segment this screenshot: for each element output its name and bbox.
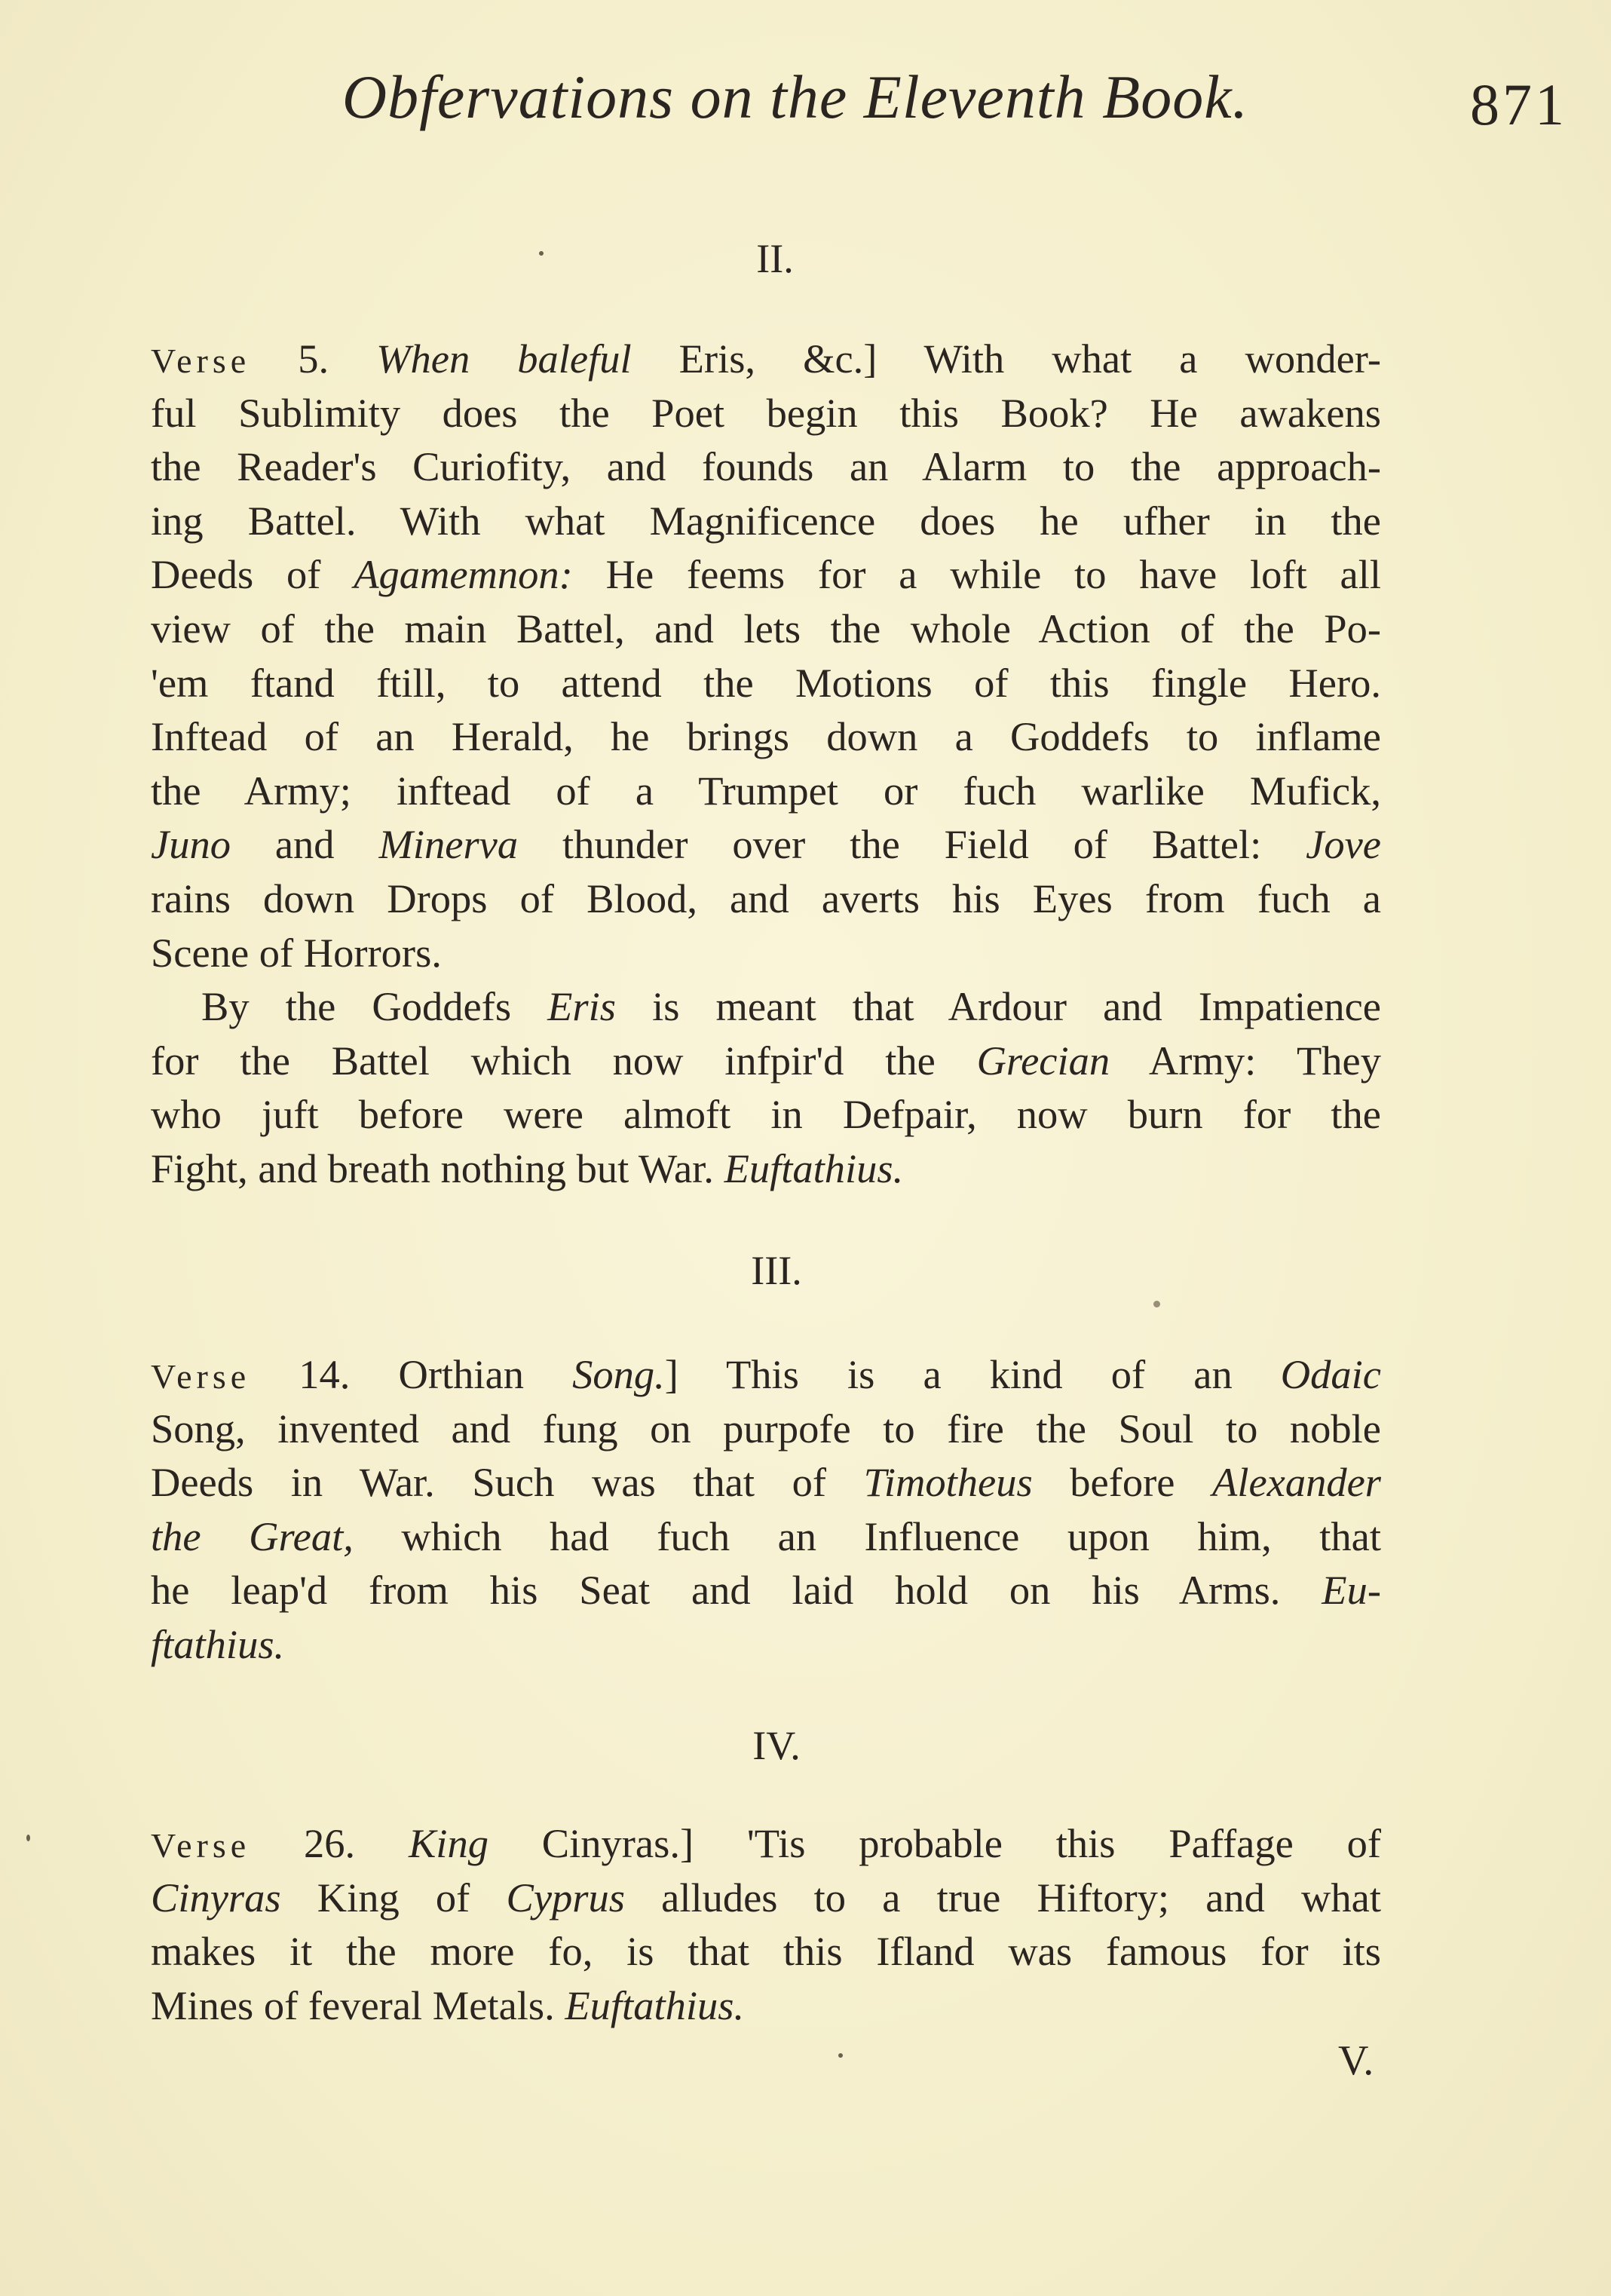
verse-label: Verse (151, 342, 251, 380)
section-number: II. (756, 236, 794, 281)
commentary-paragraph (151, 1347, 1381, 1672)
text-line: the Reader's Curiofity, and founds an Alarm to the approach- (151, 443, 1381, 490)
text-line: ing Battel. With what Magnificence does he ufher in the (151, 497, 1381, 544)
text-line: By the Goddefs Eris is meant that Ardour and Impatience (201, 983, 1381, 1030)
text-line: who juft before were almoft in Defpair, now burn for the (151, 1091, 1381, 1138)
text-line: the Army; inftead of a Trumpet or fuch warlike Mufick, (151, 767, 1381, 814)
text-line: view of the main Battel, and lets the whole Action of the Po- (151, 605, 1381, 651)
text-line: Deeds of Agamemnon: He feems for a while to have loft all (151, 551, 1381, 598)
text-line: Cinyras King of Cyprus alludes to a true Hiftory; and what (151, 1874, 1381, 1920)
verse-label: Verse (151, 1357, 251, 1396)
running-head: Obfervations on the Eleventh Book. (341, 63, 1249, 131)
text-line: Mines of feveral Metals. Euftathius. (151, 1982, 745, 2028)
page-number: 871 (1470, 72, 1567, 137)
commentary-paragraph (151, 1816, 1381, 2032)
section-number: IV. (752, 1723, 801, 1768)
ink-speck (838, 2053, 843, 2058)
text-line: Juno and Minerva thunder over the Field of Battel: Jove (151, 821, 1381, 868)
text-line: 'em ftand ftill, to attend the Motions of this fingle Hero. (151, 659, 1381, 706)
text-line: the Great, which had fuch an Influence upon him, that (151, 1513, 1381, 1559)
text-line: Inftead of an Herald, he brings down a Goddefs to inflame (151, 713, 1381, 760)
verse-label: Verse (151, 1826, 251, 1865)
section-number: III. (751, 1248, 802, 1293)
ink-speck (1153, 1301, 1160, 1307)
commentary-paragraph (151, 332, 1381, 1196)
ink-speck (539, 251, 544, 256)
text-line: ftathius. (151, 1620, 285, 1667)
text-line: Verse 5. When baleful Eris, &c.] With what a wonder- (151, 336, 1381, 382)
text-line: he leap'd from his Seat and laid hold on his Arms. Eu- (151, 1567, 1381, 1614)
text-line: for the Battel which now infpir'd the Grecian Army: They (151, 1037, 1381, 1084)
text-line: rains down Drops of Blood, and averts his Eyes from fuch a (151, 875, 1381, 921)
text-line: ful Sublimity does the Poet begin this Book? He awakens (151, 389, 1381, 436)
ink-speck (26, 1835, 30, 1841)
text-line: Verse 26. King Cinyras.] 'Tis probable this Paffage of (151, 1820, 1381, 1866)
text-line: Deeds in War. Such was that of Timotheus before Alexander (151, 1459, 1381, 1506)
text-line: Fight, and breath nothing but War. Euftathius. (151, 1145, 904, 1191)
text-line: makes it the more fo, is that this Ifland was famous for its (151, 1928, 1381, 1975)
text-line: Song, invented and fung on purpofe to fire the Soul to noble (151, 1405, 1381, 1451)
text-line: Scene of Horrors. (151, 929, 442, 976)
text-line: Verse 14. Orthian Song.] This is a kind of an Odaic (151, 1351, 1381, 1397)
catchword: V. (1338, 2037, 1374, 2084)
